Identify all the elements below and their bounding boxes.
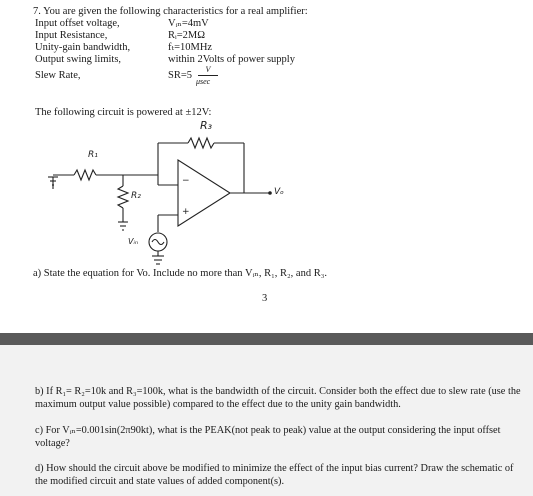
spec-label-offset: Input offset voltage,	[35, 18, 120, 29]
resistor-r2	[118, 186, 128, 208]
spec-value-offset: Vᵢₙ=4mV	[168, 18, 209, 29]
spec-label-slew: Slew Rate,	[35, 70, 81, 81]
label-vo: Vₒ	[274, 187, 284, 197]
label-r1: R₁	[88, 150, 98, 160]
spec-label-bandwidth: Unity-gain bandwidth,	[35, 42, 131, 53]
question-bottom-panel	[0, 345, 533, 496]
part-b-text: b) If R₁= R₂=10k and R₃=100k, what is the bandwidth of the circuit. Consider both the effect due to slew rate (use the maximum output value possible) compared to the effect due to the unity gain bandwidth.	[35, 386, 521, 410]
question-intro-text: You are given the following characteristics for a real amplifier:	[43, 6, 308, 17]
spec-label-resistance: Input Resistance,	[35, 30, 108, 41]
divider-band	[0, 333, 533, 345]
resistor-r1	[74, 170, 96, 180]
spec-value-swing: within 2Volts of power supply	[168, 54, 295, 65]
spec-value-slew: SR=5	[168, 70, 193, 81]
spec-value-bandwidth: fₜ=10MHz	[168, 42, 213, 53]
part-a-points: 3	[262, 293, 268, 304]
op-amp-inverting-sign: −	[182, 176, 190, 186]
label-r2: R₂	[131, 191, 141, 201]
power-statement: The following circuit is powered at ±12V:	[35, 107, 212, 118]
spec-label-swing: Output swing limits,	[35, 54, 122, 65]
spec-value-resistance: Rᵢ=2MΩ	[168, 30, 206, 41]
output-node	[268, 191, 272, 195]
question-number: 7.	[33, 6, 41, 17]
label-r3: R₃	[200, 119, 213, 132]
part-a-text: a) State the equation for Vo. Include no more than Vᵢₙ, R₁, R₂, and R₃.	[33, 268, 327, 279]
resistor-r3	[188, 138, 214, 148]
slew-unit-numerator: V	[205, 65, 211, 74]
part-d-text: d) How should the circuit above be modified to minimize the effect of the input bias current? Draw the schematic of the modified circuit and state values of added component(s).	[35, 463, 514, 487]
slew-unit-denominator: μsec	[196, 77, 211, 86]
part-c-text: c) For Vᵢₙ=0.001sin(2π90kt), what is the PEAK(not peak to peak) value at the output considering the input offset voltage?	[35, 425, 501, 449]
op-amp-noninverting-sign: +	[182, 207, 190, 217]
label-vin: Vᵢₙ	[128, 237, 139, 246]
